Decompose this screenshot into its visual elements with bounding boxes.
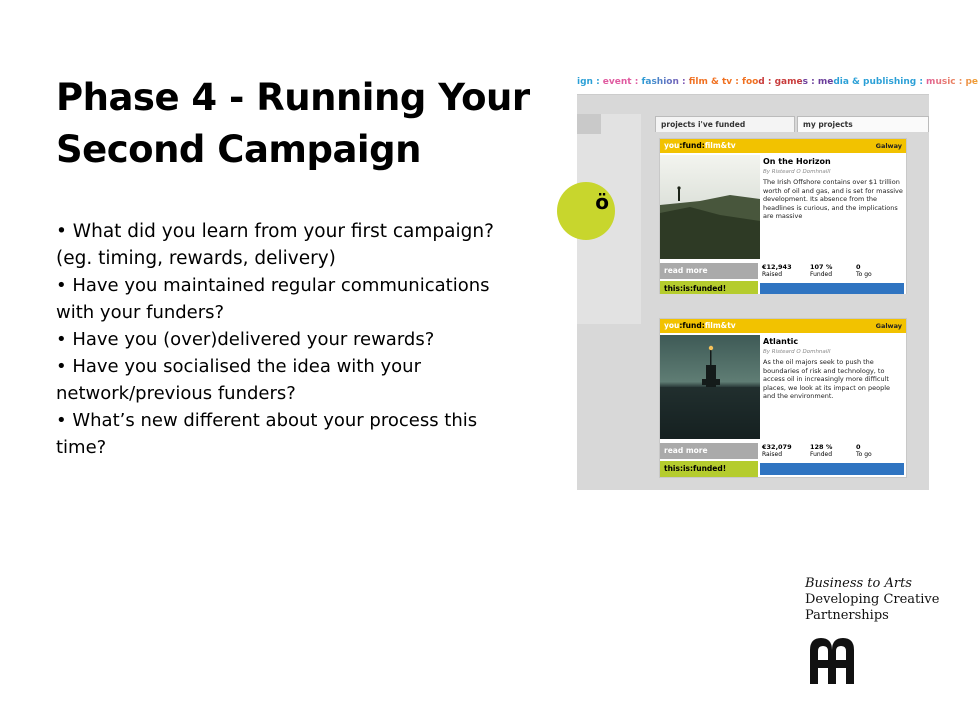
stat-togo-value: 0: [856, 263, 861, 271]
stat-funded: [810, 444, 832, 458]
bullet-item: • What’s new different about your process this time?: [56, 407, 526, 461]
card-category: film&tv: [704, 141, 736, 150]
bullet-item: • Have you maintained regular communications with your funders?: [56, 272, 526, 326]
stat-funded-value: 128 %: [810, 443, 833, 451]
card-info: [763, 157, 903, 221]
bullet-item: • Have you (over)delivered your rewards?: [56, 326, 526, 353]
category-text: ign : event : fashion : film & tv : food : games : media & publishing : music : pe: [577, 77, 978, 87]
stat-raised: [762, 444, 792, 458]
left-tab: [577, 114, 601, 134]
site-logo-text: ö: [595, 190, 609, 214]
tab-projects-funded[interactable]: projects i've funded: [655, 116, 795, 132]
funded-badge: this:is:funded!: [660, 281, 758, 297]
stat-raised-value: €12,943: [762, 263, 792, 271]
stat-raised-label: Raised: [762, 451, 783, 458]
read-more-button[interactable]: read more: [660, 263, 758, 279]
logo-line-2: Developing Creative: [805, 592, 940, 607]
logo-line-3: Partnerships: [805, 608, 889, 623]
project-title[interactable]: On the Horizon: [763, 157, 831, 166]
site-logo: [557, 182, 615, 240]
brand-you: you: [664, 141, 680, 150]
stat-togo: [856, 264, 872, 278]
project-title[interactable]: Atlantic: [763, 337, 799, 346]
tab-my-projects[interactable]: my projects: [797, 116, 929, 132]
card-header: [660, 319, 906, 333]
stat-funded-label: Funded: [810, 271, 833, 278]
project-description: As the oil majors seek to push the boundaries of risk and technology, to access oil in increasingly more difficult places, we look at its impact on people and the environment.: [763, 358, 891, 400]
business-to-arts-mark-icon: [806, 634, 858, 686]
funded-badge: this:is:funded!: [660, 461, 758, 477]
project-author: By Risteard O Domhnaill: [763, 169, 831, 175]
category-bar: [577, 72, 978, 95]
website-screenshot: [577, 72, 978, 490]
project-image-horizon[interactable]: [660, 155, 760, 259]
card-footer: [660, 443, 906, 477]
logo-line-1: Business to Arts: [805, 576, 912, 591]
stat-raised-label: Raised: [762, 271, 783, 278]
stat-funded-value: 107 %: [810, 263, 833, 271]
project-card: [659, 318, 907, 478]
stat-togo-label: To go: [856, 271, 872, 278]
business-to-arts-logo: [805, 576, 955, 624]
project-author: By Risteard O Domhnaill: [763, 349, 831, 355]
stat-togo-value: 0: [856, 443, 861, 451]
card-footer: [660, 263, 906, 297]
card-header: [660, 139, 906, 153]
bullet-item: • Have you socialised the idea with your network/previous funders?: [56, 353, 526, 407]
separator: [641, 294, 929, 314]
card-category: film&tv: [704, 321, 736, 330]
project-description: The Irish Offshore contains over $1 trillion worth of oil and gas, and is set for massive development. Its absence from the headlines is curious, and the implications are massive: [763, 178, 903, 220]
card-info: [763, 337, 903, 401]
funding-progress-bar: [760, 463, 904, 475]
brand-fund: :fund:: [679, 141, 705, 150]
card-location: Galway: [875, 322, 902, 330]
stat-funded: [810, 264, 832, 278]
stat-funded-label: Funded: [810, 451, 833, 458]
bullet-item: • What did you learn from your first campaign? (eg. timing, rewards, delivery): [56, 218, 526, 272]
funding-stats: [760, 263, 906, 279]
stat-togo-label: To go: [856, 451, 872, 458]
brand-you: you: [664, 321, 680, 330]
stat-togo: [856, 444, 872, 458]
tab-bar: [655, 116, 929, 132]
bullet-list: [56, 218, 526, 461]
project-card: [659, 138, 907, 298]
funding-stats: [760, 443, 906, 459]
read-more-button[interactable]: read more: [660, 443, 758, 459]
stat-raised-value: €32,079: [762, 443, 792, 451]
card-location: Galway: [875, 142, 902, 150]
brand-fund: :fund:: [679, 321, 705, 330]
project-image-atlantic[interactable]: [660, 335, 760, 439]
stat-raised: [762, 264, 792, 278]
slide-title: Phase 4 - Running Your Second Campaign: [56, 76, 530, 171]
